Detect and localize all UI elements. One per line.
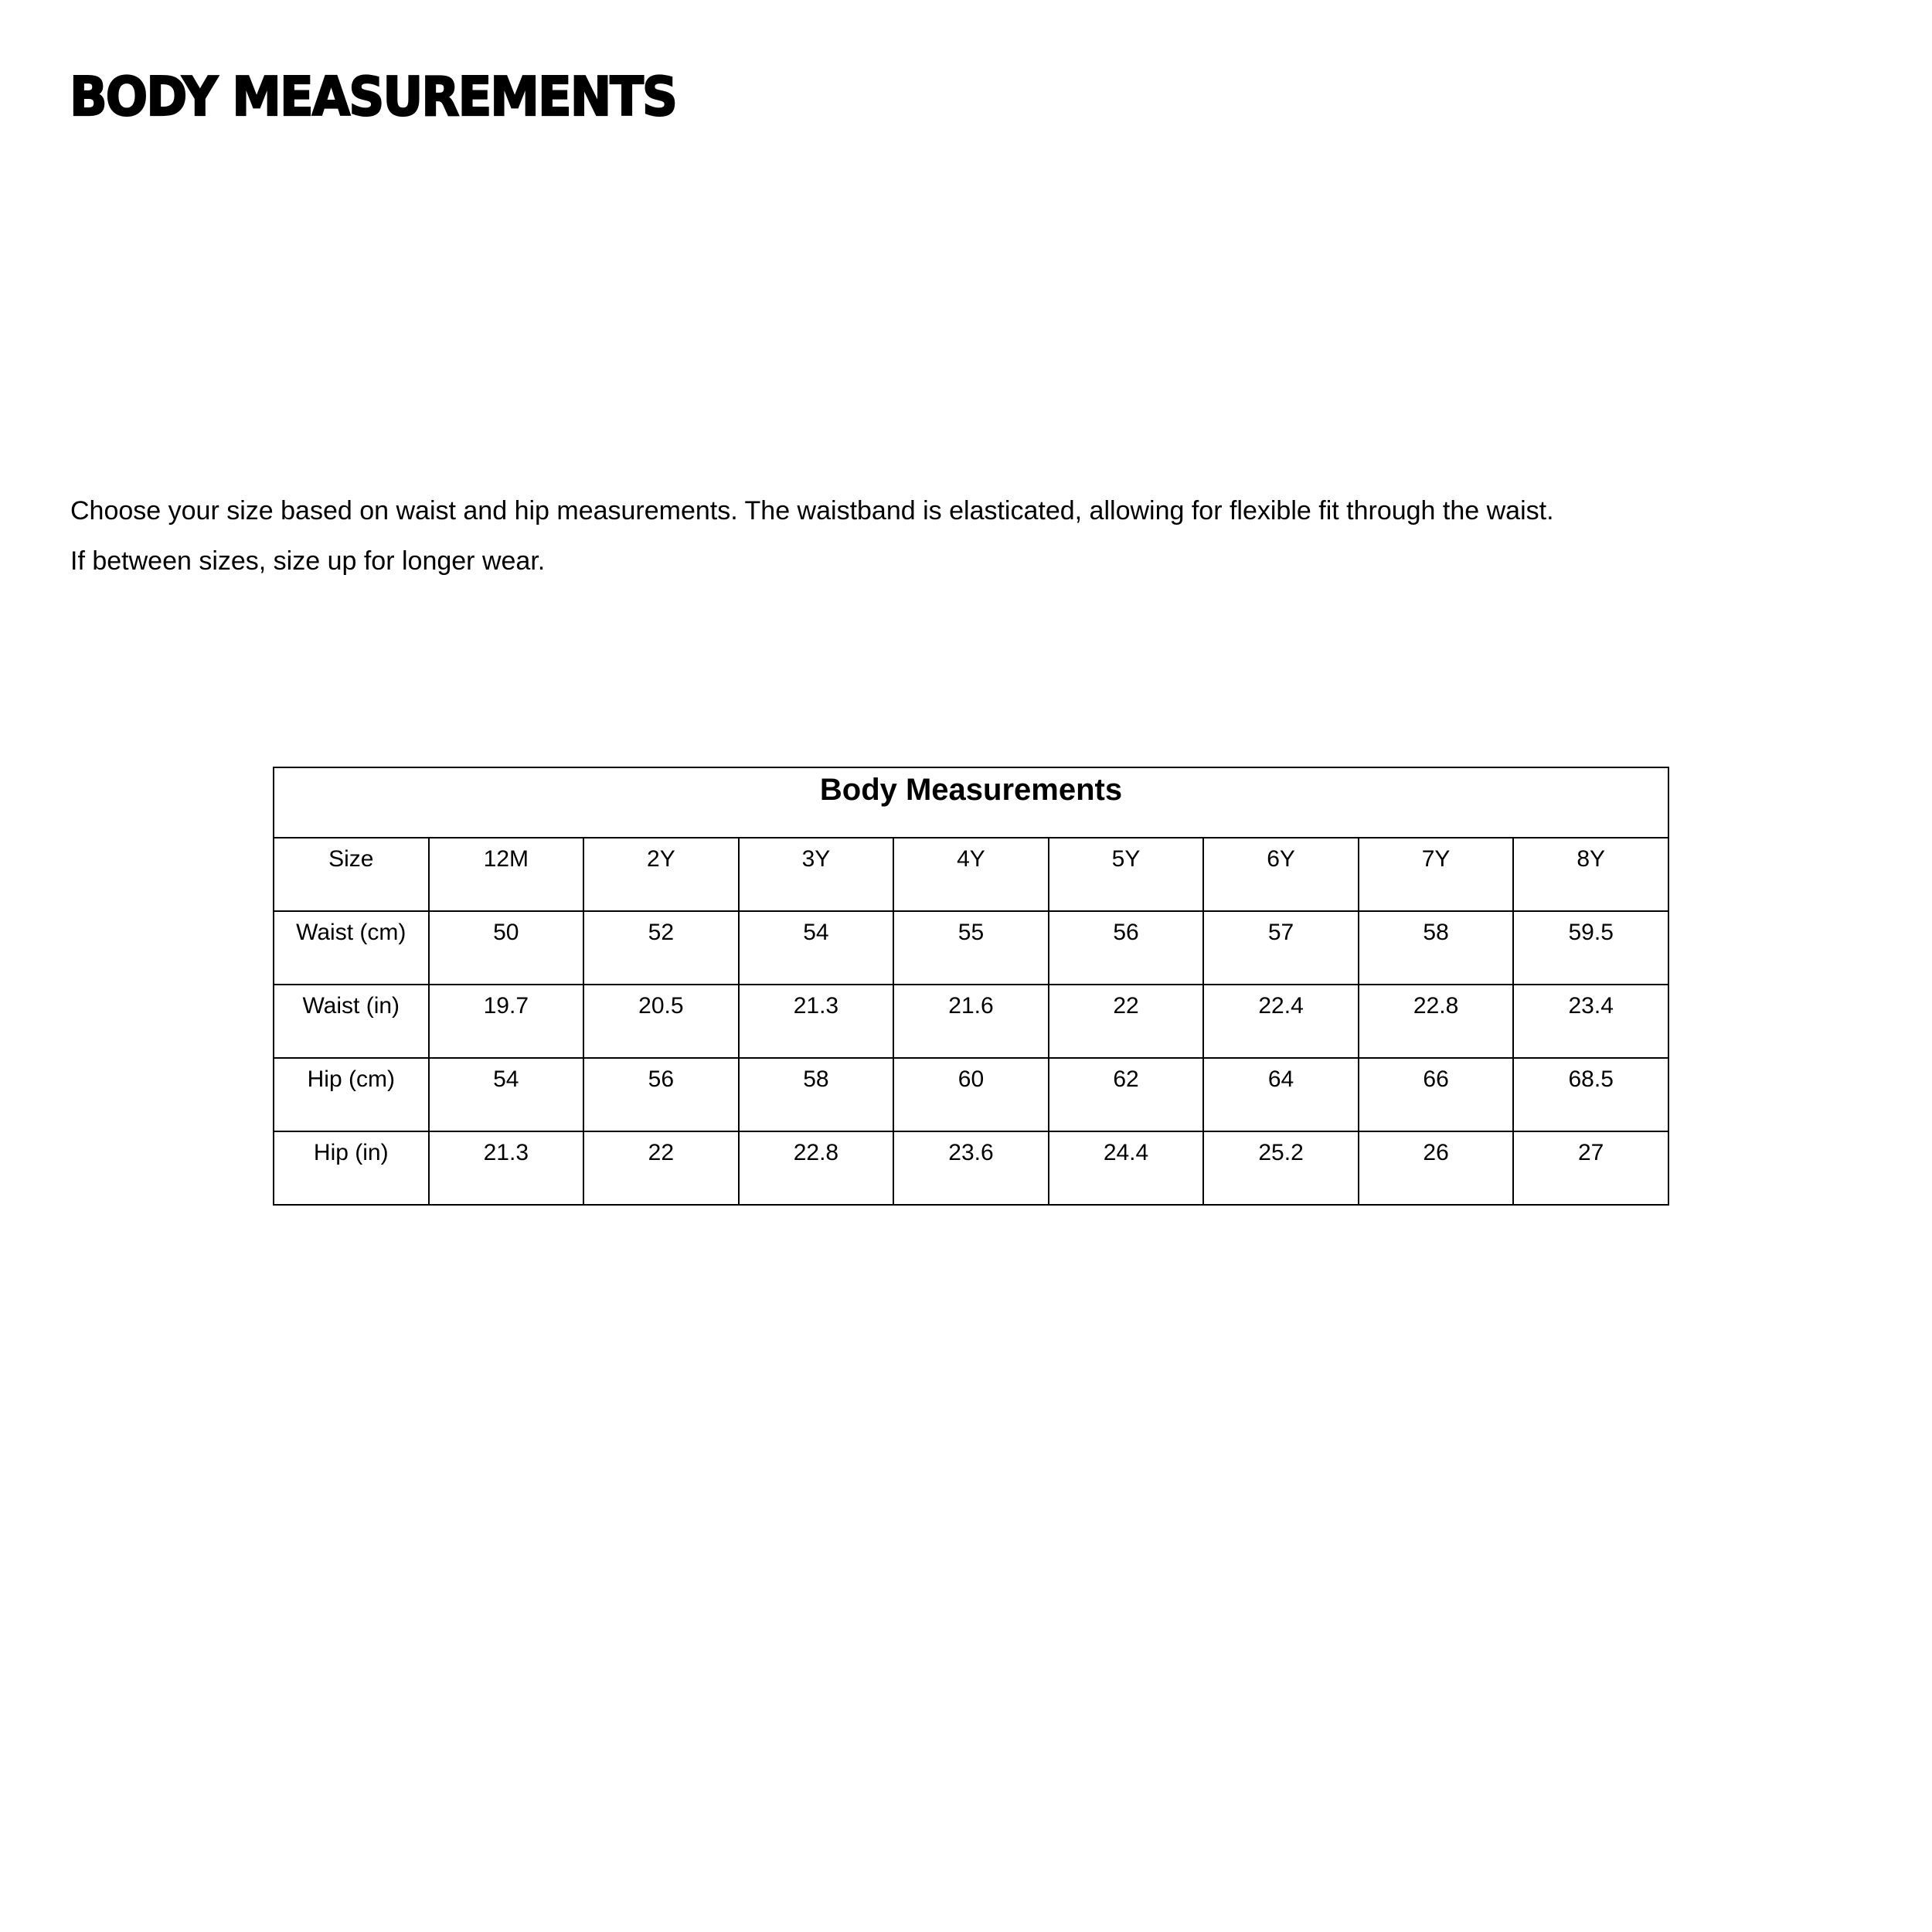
table-cell: 58 (1359, 911, 1514, 985)
table-cell: 52 (583, 911, 739, 985)
table-cell: Hip (cm) (274, 1058, 429, 1131)
table-row (274, 1058, 1668, 1131)
table-cell: 62 (1049, 1058, 1204, 1131)
table-cell: 8Y (1513, 838, 1668, 911)
table-cell: 23.6 (893, 1131, 1049, 1205)
table-cell: 22 (1049, 985, 1204, 1058)
table-cell: 64 (1203, 1058, 1359, 1131)
table-cell: 22.8 (1359, 985, 1514, 1058)
table-cell: Size (274, 838, 429, 911)
table-cell: 23.4 (1513, 985, 1668, 1058)
table-cell: 7Y (1359, 838, 1514, 911)
page-title: BODY MEASUREMENTS (70, 66, 676, 129)
table-cell: 68.5 (1513, 1058, 1668, 1131)
table-cell: 26 (1359, 1131, 1514, 1205)
table-cell: 66 (1359, 1058, 1514, 1131)
table-cell: Hip (in) (274, 1131, 429, 1205)
table-cell: 22 (583, 1131, 739, 1205)
table-cell: 21.3 (739, 985, 894, 1058)
table-cell: 25.2 (1203, 1131, 1359, 1205)
table-cell: 56 (1049, 911, 1204, 985)
table-cell: 5Y (1049, 838, 1204, 911)
table-cell: 59.5 (1513, 911, 1668, 985)
table-row (274, 985, 1668, 1058)
table-cell: Waist (cm) (274, 911, 429, 985)
table-cell: 2Y (583, 838, 739, 911)
table-cell: 21.6 (893, 985, 1049, 1058)
table-cell: 19.7 (429, 985, 584, 1058)
table-row (274, 1131, 1668, 1205)
intro-text (70, 486, 1894, 587)
table-cell: 12M (429, 838, 584, 911)
table-cell: 6Y (1203, 838, 1359, 911)
table-cell: 4Y (893, 838, 1049, 911)
table-cell: 24.4 (1049, 1131, 1204, 1205)
table-cell: 3Y (739, 838, 894, 911)
table-row-size (274, 838, 1668, 911)
table-cell: 58 (739, 1058, 894, 1131)
table-title: Body Measurements (274, 767, 1668, 838)
table-cell: 27 (1513, 1131, 1668, 1205)
table-cell: 21.3 (429, 1131, 584, 1205)
table-cell: 22.8 (739, 1131, 894, 1205)
table-cell: 55 (893, 911, 1049, 985)
table-cell: 22.4 (1203, 985, 1359, 1058)
table-cell: 60 (893, 1058, 1049, 1131)
table-cell: 20.5 (583, 985, 739, 1058)
table-cell: 54 (739, 911, 894, 985)
table-cell: 56 (583, 1058, 739, 1131)
table-cell: 50 (429, 911, 584, 985)
table-cell: Waist (in) (274, 985, 429, 1058)
table-cell: 54 (429, 1058, 584, 1131)
table-body (274, 838, 1668, 1205)
table-title-row (274, 767, 1668, 838)
intro-line: If between sizes, size up for longer wear. (70, 546, 546, 576)
intro-line: Choose your size based on waist and hip measurements. The waistband is elasticated, allowing for flexible fit through the waist. (70, 496, 1554, 526)
table-row (274, 911, 1668, 985)
table-cell: 57 (1203, 911, 1359, 985)
size-chart-table (273, 767, 1669, 1206)
